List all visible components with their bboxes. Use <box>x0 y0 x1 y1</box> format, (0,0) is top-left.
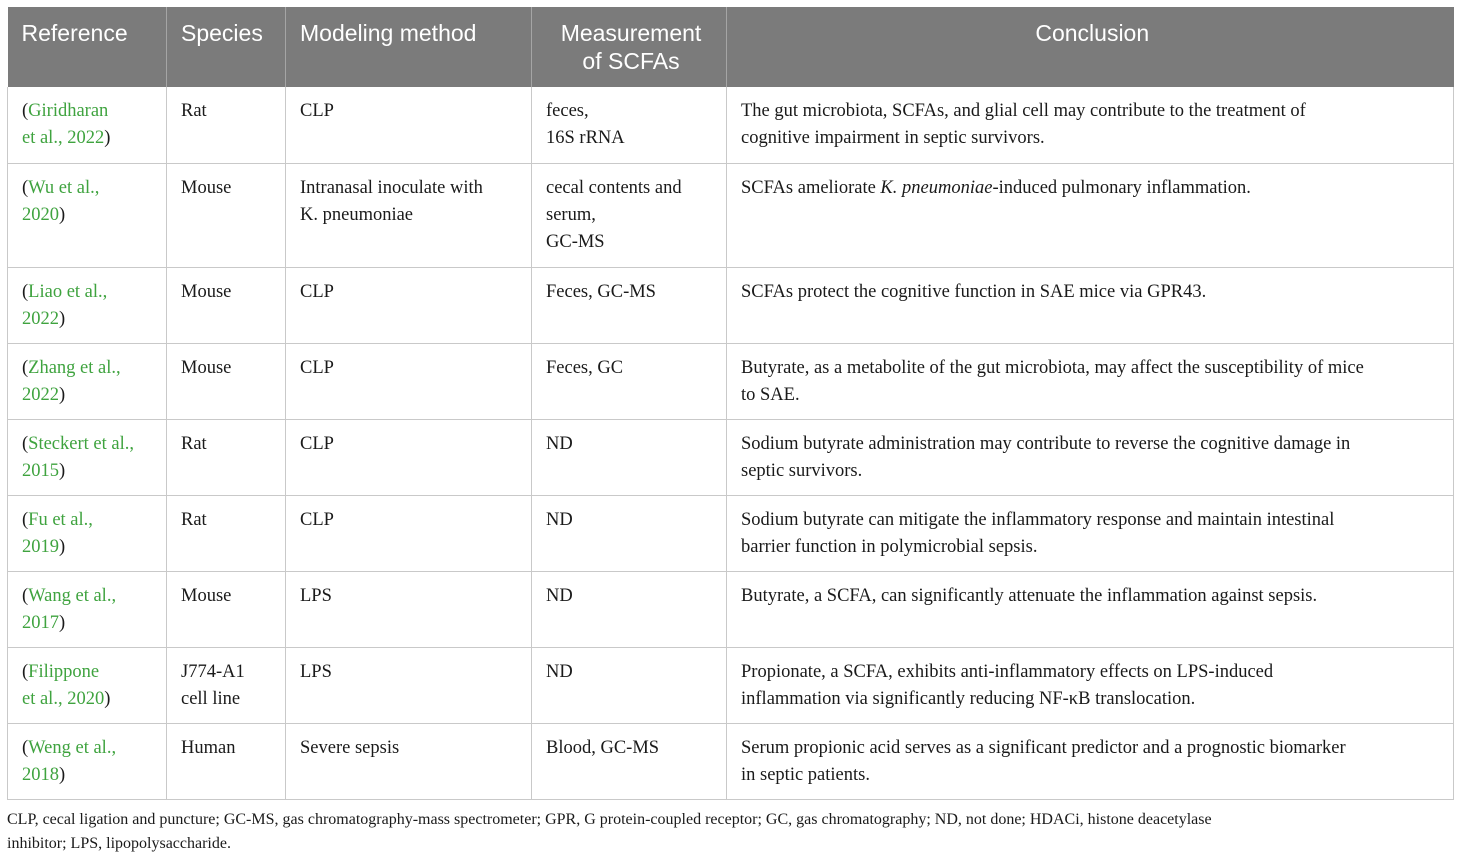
method-cell <box>286 163 532 267</box>
species-text: Mouse <box>181 357 232 378</box>
measurement-text: serum, <box>546 204 596 225</box>
reference-cell: (Filippone et al., 2020) <box>8 647 167 723</box>
species-cell <box>167 343 286 419</box>
table-row <box>8 571 1454 647</box>
header-conclusion: Conclusion <box>727 7 1454 87</box>
method-cell <box>286 419 532 495</box>
method-text: Intranasal inoculate with <box>300 177 483 198</box>
conclusion-text: SCFAs protect the cognitive function in SAE mice via GPR43. <box>741 281 1207 302</box>
conclusion-text: -induced pulmonary inflammation. <box>992 177 1251 198</box>
species-text: Mouse <box>181 585 232 606</box>
table-row <box>8 343 1454 419</box>
header-measurement-line1: Measurement <box>560 20 702 46</box>
method-cell <box>286 343 532 419</box>
reference-link[interactable]: 2022 <box>22 384 59 405</box>
method-cell <box>286 495 532 571</box>
reference-link[interactable]: Giridharan <box>28 101 109 121</box>
species-text: Rat <box>181 433 207 454</box>
measurement-text: ND <box>546 661 573 682</box>
reference-link[interactable]: Filippone <box>28 661 100 682</box>
species-cell <box>167 87 286 163</box>
species-cell <box>167 419 286 495</box>
reference-link[interactable]: 2020 <box>22 204 59 225</box>
measurement-cell <box>532 419 727 495</box>
reference-cell: (Steckert et al., 2015) <box>8 419 167 495</box>
measurement-text: feces, <box>546 101 589 121</box>
method-text: CLP <box>300 433 334 454</box>
header-row <box>8 7 1454 87</box>
header-measurement <box>532 7 727 87</box>
reference-link[interactable]: 2018 <box>22 764 59 785</box>
reference-cell: (Wu et al., 2020) <box>8 163 167 267</box>
reference-link[interactable]: Wang et al., <box>28 585 117 606</box>
reference-link[interactable]: 2019 <box>22 536 59 557</box>
reference-cell: (Liao et al., 2022) <box>8 267 167 343</box>
table-body <box>8 87 1454 799</box>
species-text: Human <box>181 737 236 758</box>
conclusion-cell <box>727 723 1454 799</box>
measurement-cell <box>532 723 727 799</box>
reference-cell: (Wang et al., 2017) <box>8 571 167 647</box>
method-cell <box>286 647 532 723</box>
measurement-text: 16S rRNA <box>546 128 625 148</box>
species-text: Rat <box>181 509 207 530</box>
reference-link[interactable]: Weng et al., <box>28 737 117 758</box>
measurement-cell <box>532 343 727 419</box>
table-row <box>8 495 1454 571</box>
conclusion-cell <box>727 419 1454 495</box>
method-cell <box>286 723 532 799</box>
method-text: K. pneumoniae <box>300 204 414 225</box>
method-text: CLP <box>300 281 334 302</box>
measurement-text: ND <box>546 433 573 454</box>
conclusion-text: barrier function in polymicrobial sepsis. <box>741 536 1038 557</box>
species-cell <box>167 163 286 267</box>
conclusion-cell <box>727 647 1454 723</box>
reference-link[interactable]: 2017 <box>22 612 59 633</box>
measurement-cell <box>532 571 727 647</box>
table-row <box>8 647 1454 723</box>
species-text: Mouse <box>181 177 232 198</box>
conclusion-text: Serum propionic acid serves as a significant predictor and a prognostic biomarker <box>741 737 1346 758</box>
conclusion-text: cognitive impairment in septic survivors. <box>741 128 1045 148</box>
method-text: CLP <box>300 101 334 121</box>
conclusion-cell <box>727 267 1454 343</box>
method-cell <box>286 267 532 343</box>
species-text: Rat <box>181 101 207 121</box>
reference-cell: (Zhang et al., 2022) <box>8 343 167 419</box>
reference-link[interactable]: et al., 2020 <box>22 688 105 709</box>
species-cell <box>167 571 286 647</box>
conclusion-text: to SAE. <box>741 384 800 405</box>
species-text: cell line <box>181 688 241 709</box>
conclusion-text: Butyrate, a SCFA, can significantly attenuate the inflammation against sepsis. <box>741 585 1318 606</box>
method-text: LPS <box>300 661 332 682</box>
measurement-cell <box>532 647 727 723</box>
table-row <box>8 723 1454 799</box>
measurement-cell <box>532 87 727 163</box>
measurement-text: Blood, GC-MS <box>546 737 660 758</box>
measurement-text: cecal contents and <box>546 177 682 198</box>
method-cell <box>286 571 532 647</box>
header-species: Species <box>167 7 286 87</box>
conclusion-cell <box>727 163 1454 267</box>
studies-table <box>7 7 1454 800</box>
table-row <box>8 267 1454 343</box>
reference-link[interactable]: Wu et al., <box>28 177 100 198</box>
species-cell <box>167 495 286 571</box>
measurement-text: Feces, GC-MS <box>546 281 656 302</box>
conclusion-text: Sodium butyrate can mitigate the inflammatory response and maintain intestinal <box>741 509 1335 530</box>
conclusion-cell <box>727 571 1454 647</box>
measurement-text: GC-MS <box>546 231 605 252</box>
reference-link[interactable]: Fu et al., <box>28 509 93 530</box>
conclusion-text: The gut microbiota, SCFAs, and glial cell may contribute to the treatment of <box>741 101 1306 121</box>
reference-link[interactable]: Steckert et al., <box>28 433 134 454</box>
method-cell <box>286 87 532 163</box>
measurement-cell <box>532 163 727 267</box>
species-cell <box>167 647 286 723</box>
reference-link[interactable]: 2015 <box>22 460 59 481</box>
conclusion-cell <box>727 87 1454 163</box>
species-text: J774-A1 <box>181 661 245 682</box>
conclusion-text: Sodium butyrate administration may contribute to reverse the cognitive damage in <box>741 433 1351 454</box>
measurement-cell <box>532 267 727 343</box>
reference-link[interactable]: 2022 <box>22 308 59 329</box>
conclusion-text: Butyrate, as a metabolite of the gut microbiota, may affect the susceptibility of mice <box>741 357 1364 378</box>
method-text: Severe sepsis <box>300 737 400 758</box>
conclusion-text: in septic patients. <box>741 764 870 785</box>
method-text: CLP <box>300 357 334 378</box>
reference-link[interactable]: Liao et al., <box>28 281 108 302</box>
method-text: CLP <box>300 509 334 530</box>
conclusion-text: inflammation via significantly reducing NF-κB translocation. <box>741 688 1196 709</box>
species-text: Mouse <box>181 281 232 302</box>
conclusion-italic-text: K. pneumoniae <box>880 177 993 198</box>
measurement-text: ND <box>546 585 573 606</box>
reference-cell: (Fu et al., 2019) <box>8 495 167 571</box>
method-text: LPS <box>300 585 332 606</box>
footnote-line: inhibitor; LPS, lipopolysaccharide. <box>7 835 231 852</box>
conclusion-text: septic survivors. <box>741 460 863 481</box>
reference-cell: (Weng et al., 2018) <box>8 723 167 799</box>
reference-link[interactable]: et al., 2022 <box>22 128 105 148</box>
table-row <box>8 163 1454 267</box>
header-reference: Reference <box>8 7 167 87</box>
header-measurement-line2: of SCFAs <box>582 48 680 74</box>
studies-table-container <box>7 7 1453 800</box>
measurement-text: Feces, GC <box>546 357 624 378</box>
reference-link[interactable]: Zhang et al., <box>28 357 121 378</box>
conclusion-text: Propionate, a SCFA, exhibits anti-inflammatory effects on LPS-induced <box>741 661 1274 682</box>
conclusion-text: SCFAs ameliorate <box>741 177 881 198</box>
conclusion-cell <box>727 343 1454 419</box>
species-cell <box>167 723 286 799</box>
measurement-text: ND <box>546 509 573 530</box>
table-row <box>8 87 1454 163</box>
table-row <box>8 419 1454 495</box>
footnote-line: CLP, cecal ligation and puncture; GC-MS, gas chromatography-mass spectrometer; GPR, G protein-coupled receptor; GC, gas chromatography; ND, not done; HDACi, histone deacetylase <box>7 811 1212 828</box>
header-modeling-method: Modeling method <box>286 7 532 87</box>
measurement-cell <box>532 495 727 571</box>
conclusion-cell <box>727 495 1454 571</box>
table-header <box>8 7 1454 87</box>
table-footnote <box>7 808 1453 856</box>
species-cell <box>167 267 286 343</box>
reference-cell: (Giridharan et al., 2022) <box>8 87 167 163</box>
